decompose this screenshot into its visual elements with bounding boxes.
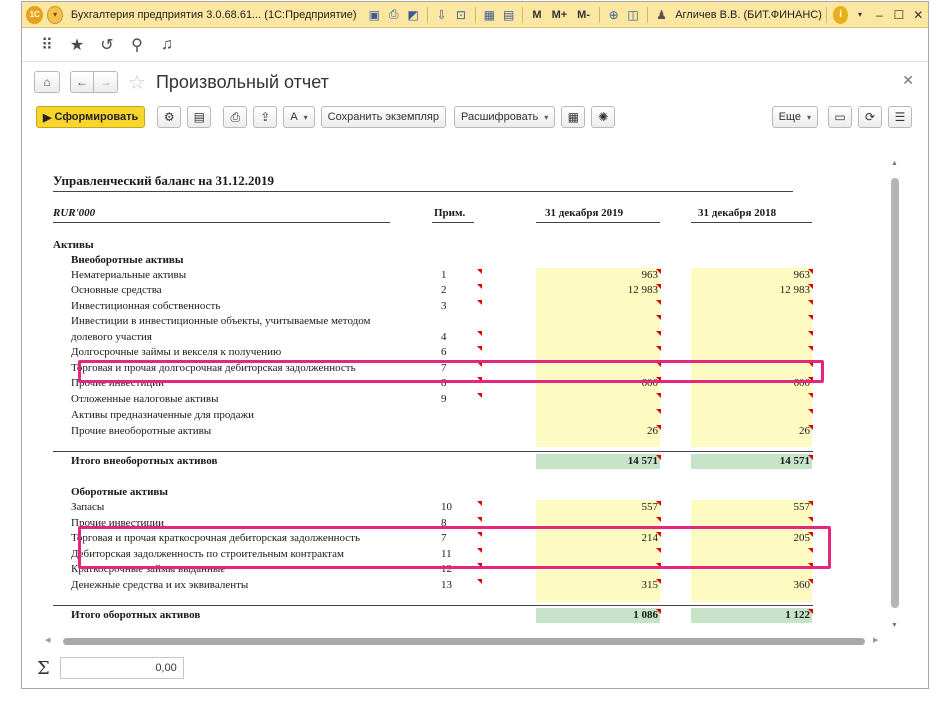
list-icon[interactable]: ☰: [888, 106, 912, 128]
history-icon[interactable]: ↺: [100, 36, 114, 54]
highlight-shortterm-receivables: [78, 526, 831, 569]
generate-button[interactable]: ▶ Сформировать: [36, 106, 145, 128]
value-2018: 205: [793, 532, 810, 544]
row-label: Активы предназначенные для продажи: [71, 409, 254, 421]
currency-label: RUR'000: [53, 207, 96, 219]
app-title: Бухгалтерия предприятия 3.0.68.61... (1С:Предприятие): [70, 8, 357, 21]
selection-sum-field[interactable]: 0,00: [60, 657, 184, 679]
row-label: Долгосрочные займы и векселя к получению: [71, 346, 282, 358]
idea-icon[interactable]: ✺: [591, 106, 615, 128]
panels-icon[interactable]: ◫: [627, 7, 639, 22]
noncurrent-row[interactable]: [53, 314, 813, 329]
noncurrent-row[interactable]: [53, 408, 813, 423]
divider: [53, 605, 813, 606]
row-label: Краткосрочные займы выданные: [71, 563, 226, 575]
vertical-scrollbar[interactable]: [889, 156, 901, 634]
search-icon[interactable]: ⚲: [131, 36, 143, 54]
divider: [536, 222, 660, 223]
row-label: Прочие внеоборотные активы: [71, 425, 212, 437]
note-column-header: Прим.: [434, 207, 466, 219]
decode-dropdown[interactable]: Расшифровать ▾: [454, 106, 555, 128]
row-label: Запасы: [71, 501, 105, 513]
section-assets: Активы: [53, 239, 94, 251]
calendar-icon[interactable]: ▤: [503, 7, 515, 22]
memory-m-button[interactable]: M: [532, 8, 542, 21]
comment-marker-icon: [477, 393, 482, 398]
row-label: Дебиторская задолженность по строительным контрактам: [71, 548, 344, 560]
row-note: 3: [441, 300, 447, 312]
current-total-row[interactable]: [53, 608, 813, 623]
save-instance-button[interactable]: Сохранить экземпляр: [321, 106, 446, 128]
comment-marker-icon: [808, 393, 813, 398]
report-title-row: [53, 172, 813, 190]
row-note: 7: [441, 362, 447, 374]
comment-marker-icon: [808, 409, 813, 414]
comment-marker-icon: [656, 331, 661, 336]
vertical-scroll-thumb[interactable]: [891, 178, 899, 608]
comment-marker-icon: [477, 269, 482, 274]
close-form-icon[interactable]: ✕: [902, 72, 914, 88]
favorites-star-icon[interactable]: ★: [69, 36, 85, 54]
value-2018: 600: [793, 377, 810, 389]
comment-marker-icon: [808, 315, 813, 320]
comment-marker-icon: [808, 425, 813, 430]
memory-minus-button[interactable]: M-: [577, 8, 590, 21]
comment-marker-icon: [656, 609, 661, 614]
comment-marker-icon: [656, 393, 661, 398]
comment-marker-icon: [656, 409, 661, 414]
column-2018-header: 31 декабря 2018: [698, 207, 777, 219]
section-panel: [22, 28, 928, 62]
value-2019: 600: [641, 377, 658, 389]
value-2019: [536, 408, 660, 423]
scroll-down-icon[interactable]: ▼: [891, 622, 898, 629]
noncurrent-row[interactable]: [53, 392, 813, 407]
value-2019: 12 983: [627, 284, 658, 296]
comment-marker-icon: [477, 517, 482, 522]
value-2019: [536, 345, 660, 360]
comment-marker-icon: [656, 284, 661, 289]
row-note: 11: [441, 548, 452, 560]
row-label: Торговая и прочая долгосрочная дебиторская задолженность: [71, 362, 356, 374]
totals-footer: [21, 654, 929, 682]
row-label: Торговая и прочая краткосрочная дебиторская задолженность: [71, 532, 360, 544]
noncurrent-row[interactable]: [53, 345, 813, 360]
print-icon[interactable]: ⎙: [388, 7, 399, 21]
comment-marker-icon: [808, 501, 813, 506]
value-2019: 26: [647, 425, 658, 437]
comment-marker-icon: [477, 331, 482, 336]
row-note: 1: [441, 269, 447, 281]
row-note: 8: [441, 517, 447, 529]
row-note: 10: [441, 501, 452, 513]
row-label: Нематериальные активы: [71, 269, 187, 281]
value-2018: 14 571: [779, 455, 810, 467]
print-report-icon[interactable]: ⎙: [223, 106, 247, 128]
noncurrent-header: Внеоборотные активы: [71, 254, 184, 266]
column-header-row: [53, 206, 813, 221]
preview-icon[interactable]: ◩: [407, 7, 419, 22]
row-label: Прочие инвестиции: [71, 377, 165, 389]
window-icon[interactable]: ▭: [828, 106, 852, 128]
row-note: 13: [441, 579, 452, 591]
value-2018: 557: [793, 501, 810, 513]
value-2018: [691, 314, 812, 329]
spreadsheet-icon[interactable]: ▦: [561, 106, 585, 128]
comment-marker-icon: [808, 455, 813, 460]
comment-marker-icon: [808, 609, 813, 614]
info-icon[interactable]: i: [833, 6, 848, 24]
row-label: Отложенные налоговые активы: [71, 393, 219, 405]
noncurrent-row[interactable]: [53, 268, 813, 283]
noncurrent-row[interactable]: [53, 330, 813, 345]
comment-marker-icon: [656, 315, 661, 320]
comment-marker-icon: [656, 300, 661, 305]
comment-marker-icon: [477, 501, 482, 506]
column-2019-header: 31 декабря 2019: [545, 207, 624, 219]
save-icon[interactable]: ▣: [368, 7, 380, 22]
row-note: 7: [441, 532, 447, 544]
comment-marker-icon: [656, 501, 661, 506]
apps-grid-icon[interactable]: ⠿: [41, 36, 53, 54]
noncurrent-header-row: [53, 253, 813, 268]
horizontal-scrollbar[interactable]: [31, 636, 887, 648]
command-bar-right: [772, 106, 918, 128]
value-2019: 214: [641, 532, 658, 544]
row-note: 12: [441, 563, 452, 575]
main-menu-icon[interactable]: ▾: [47, 6, 63, 24]
value-2018: [691, 408, 812, 423]
row-label: Итого оборотных активов: [71, 609, 201, 621]
noncurrent-row[interactable]: [53, 299, 813, 314]
value-2018: [691, 392, 812, 407]
comment-marker-icon: [477, 300, 482, 305]
separator: [599, 7, 600, 23]
report-title: Управленческий баланс на 31.12.2019: [53, 173, 275, 188]
row-note: 8: [441, 377, 447, 389]
row-note: 6: [441, 346, 447, 358]
value-2019: 557: [641, 501, 658, 513]
minimize-icon[interactable]: –: [876, 7, 883, 22]
value-2018: [691, 345, 812, 360]
comment-marker-icon: [808, 284, 813, 289]
comment-marker-icon: [656, 579, 661, 584]
scroll-left-icon[interactable]: ◀: [45, 637, 51, 644]
row-label: Инвестиции в инвестиционные объекты, учитываемые методом: [71, 315, 371, 327]
memory-plus-button[interactable]: M+: [551, 8, 568, 21]
row-label: долевого участия: [71, 331, 152, 343]
zoom-icon[interactable]: ⊕: [608, 7, 619, 22]
page-title: Произвольный отчет: [155, 71, 329, 92]
command-bar: [22, 102, 928, 132]
refresh-icon[interactable]: ⟳: [858, 106, 882, 128]
comment-marker-icon: [808, 269, 813, 274]
value-2019: 315: [641, 579, 658, 591]
notifications-bell-icon[interactable]: ♫: [161, 35, 173, 53]
favorite-star-icon[interactable]: ☆: [128, 71, 146, 94]
maximize-icon[interactable]: ☐: [893, 7, 905, 22]
current-header: Оборотные активы: [71, 486, 168, 498]
separator: [826, 7, 827, 23]
divider: [53, 451, 813, 452]
divider: [53, 222, 390, 223]
comment-marker-icon: [656, 455, 661, 460]
highlight-longterm-receivables: [78, 360, 824, 383]
row-note: 2: [441, 284, 447, 296]
value-2019: [536, 299, 660, 314]
variant-icon[interactable]: ▤: [187, 106, 211, 128]
link-icon[interactable]: ⊡: [455, 7, 466, 22]
comment-marker-icon: [656, 346, 661, 351]
separator: [475, 7, 476, 23]
comment-marker-icon: [808, 331, 813, 336]
value-2018: [691, 330, 812, 345]
comment-marker-icon: [656, 517, 661, 522]
titlebar: [22, 2, 928, 28]
scroll-right-icon[interactable]: ▶: [873, 637, 879, 644]
close-window-icon[interactable]: ✕: [913, 7, 924, 22]
divider: [691, 222, 812, 223]
noncurrent-row[interactable]: [53, 424, 813, 439]
divider: [432, 222, 474, 223]
font-size-dropdown[interactable]: A ▾: [283, 106, 314, 128]
forward-button[interactable]: →: [94, 71, 118, 93]
comment-marker-icon: [656, 269, 661, 274]
separator: [427, 7, 428, 23]
row-label: Основные средства: [71, 284, 162, 296]
generate-label: Сформировать: [54, 111, 139, 123]
value-2019: [536, 392, 660, 407]
user-icon: ♟: [656, 7, 667, 22]
comment-marker-icon: [477, 579, 482, 584]
row-label: Денежные средства и их эквиваленты: [71, 579, 249, 591]
more-dropdown[interactable]: Еще ▾: [772, 106, 818, 128]
row-note: 4: [441, 331, 447, 343]
scroll-up-icon[interactable]: ▲: [891, 160, 898, 167]
nav-buttons: [70, 71, 118, 93]
value-2018: 1 122: [785, 609, 810, 621]
settings-icon[interactable]: ⚙: [157, 106, 181, 128]
row-note: 9: [441, 393, 447, 405]
comment-marker-icon: [808, 579, 813, 584]
comment-marker-icon: [808, 346, 813, 351]
separator: [522, 7, 523, 23]
current-header-row: [53, 485, 813, 500]
decode-label: Расшифровать: [461, 111, 539, 123]
value-2019: 14 571: [627, 455, 658, 467]
attach-icon[interactable]: ⇩: [436, 7, 447, 22]
comment-marker-icon: [808, 517, 813, 522]
value-2019: [536, 330, 660, 345]
home-button[interactable]: ⌂: [34, 71, 60, 93]
noncurrent-total-row[interactable]: [53, 454, 813, 469]
form-header: [22, 62, 928, 102]
row-label: Итого внеоборотных активов: [71, 455, 218, 467]
export-icon[interactable]: ⇪: [253, 106, 277, 128]
value-2018: [691, 299, 812, 314]
back-button[interactable]: ←: [70, 71, 94, 93]
dropdown-icon[interactable]: ▾: [858, 10, 863, 19]
section-assets-row: [53, 238, 813, 253]
comment-marker-icon: [656, 425, 661, 430]
more-label: Еще: [778, 111, 801, 123]
value-2018: 12 983: [779, 284, 810, 296]
value-2019: 1 086: [633, 609, 658, 621]
noncurrent-row[interactable]: [53, 283, 813, 298]
value-2018: 360: [793, 579, 810, 591]
row-label: Инвестиционная собственность: [71, 300, 221, 312]
comment-marker-icon: [477, 284, 482, 289]
value-2019: [536, 314, 660, 329]
value-2018: 963: [793, 269, 810, 281]
horizontal-scroll-thumb[interactable]: [63, 638, 865, 645]
value-2019: 963: [641, 269, 658, 281]
current-row[interactable]: [53, 500, 813, 515]
separator: [647, 7, 648, 23]
row-label: Прочие инвестиции: [71, 517, 165, 529]
calculator-icon[interactable]: ▦: [483, 7, 495, 22]
sigma-icon: Σ: [37, 657, 50, 679]
comment-marker-icon: [477, 346, 482, 351]
user-name[interactable]: Агличев В.В. (БИТ.ФИНАНС): [675, 8, 822, 21]
current-row[interactable]: [53, 578, 813, 593]
value-2018: 26: [799, 425, 810, 437]
comment-marker-icon: [808, 300, 813, 305]
divider: [53, 191, 793, 192]
app-logo: 1С: [26, 6, 43, 24]
